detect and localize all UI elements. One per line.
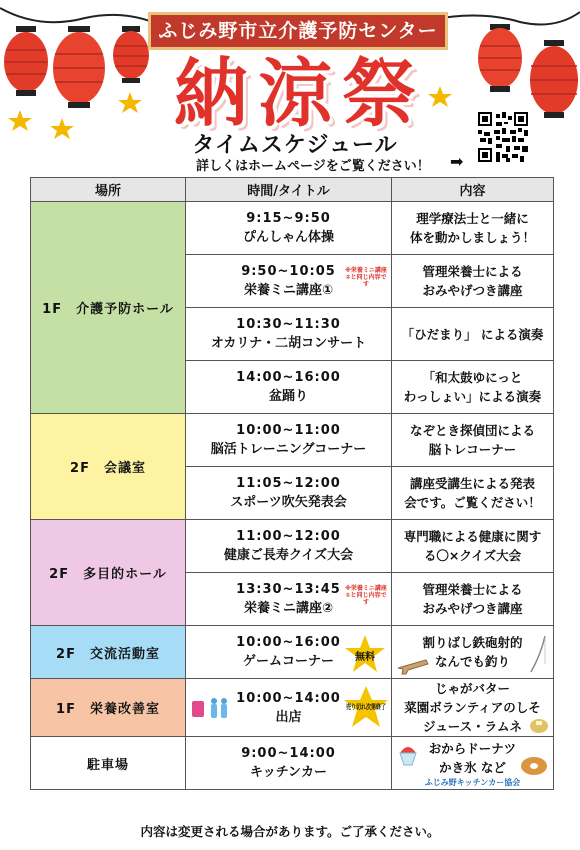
content-cell (392, 255, 554, 308)
content-line: 脳トレコーナー (428, 442, 517, 457)
star-icon (118, 92, 142, 113)
shaved-ice-icon (396, 741, 420, 769)
event-title: 盆踊り (268, 389, 308, 404)
donut-icon (519, 755, 549, 777)
event-note: ※栄養ミニ講座②と同じ内容です (345, 267, 387, 288)
sold-out-badge (343, 685, 402, 729)
time-title-cell (186, 626, 392, 679)
content-cell (392, 737, 554, 790)
event-title: オカリナ・二胡コンサート (210, 336, 367, 351)
content-line: 管理栄養士による (422, 264, 523, 279)
potato-icon (529, 716, 549, 734)
event-time: 11:05~12:00 (236, 476, 341, 491)
free-badge-label: 無料 (355, 652, 375, 663)
lantern-icon (4, 26, 48, 96)
event-title: 出店 (275, 709, 302, 725)
content-cell (392, 308, 554, 361)
fishing-rod-icon (527, 634, 549, 674)
place-cell: 1F 介護予防ホール (31, 202, 186, 414)
event-time: 11:00~12:00 (236, 529, 341, 544)
page-subtitle: タイムスケジュール (192, 133, 398, 158)
event-time: 10:30~11:30 (236, 317, 341, 332)
toy-gun-icon (396, 654, 436, 674)
place-cell: 駐車場 (31, 737, 186, 790)
star-icon (8, 110, 32, 131)
event-title: 栄養ミニ講座② (243, 601, 333, 616)
column-header-place: 場所 (31, 178, 186, 202)
event-time: 9:00~14:00 (241, 746, 336, 761)
schedule-table (30, 177, 554, 790)
event-title: 栄養ミニ講座① (243, 283, 333, 298)
content-line: 講座受講生による発表 (409, 476, 535, 491)
content-line: ジュース・ラムネ (422, 719, 522, 734)
event-time: 10:00~11:00 (236, 423, 341, 438)
content-line: なぞとき探偵団による (409, 423, 535, 438)
event-time: 13:30~13:45 (236, 582, 341, 597)
content-cell (392, 520, 554, 573)
content-cell (392, 414, 554, 467)
drinks-icon (190, 693, 230, 721)
content-cell (392, 573, 554, 626)
time-title-cell (186, 520, 392, 573)
content-line: わっしょい」による演奏 (403, 389, 542, 404)
time-title-cell (186, 737, 392, 790)
table-row (31, 520, 554, 573)
qr-code-icon[interactable] (478, 112, 528, 162)
time-title-cell (186, 361, 392, 414)
time-title-cell (186, 202, 392, 255)
event-note: ※栄養ミニ講座①と同じ内容です (345, 585, 387, 606)
content-line: 理学療法士と一緒に (416, 211, 529, 226)
lantern-icon (53, 26, 105, 108)
lantern-icon (530, 40, 578, 118)
content-line: 菜園ボランティアのしそ (404, 700, 541, 715)
footer-note: 内容は変更される場合があります。ご了承ください。 (140, 824, 440, 839)
free-badge (343, 634, 387, 674)
content-cell (392, 626, 554, 679)
content-cell (392, 679, 554, 737)
content-line: 専門職による健康に関す (403, 529, 542, 544)
lantern-icon (113, 26, 149, 83)
org-banner: ふじみ野市立介護予防センター (148, 12, 448, 50)
details-text: 詳しくはホームページをご覧ください！ (196, 159, 430, 174)
sold-out-badge-label: 売り切れ次第終了 (346, 703, 402, 711)
time-title-cell (186, 573, 392, 626)
place-cell: 1F 栄養改善室 (31, 679, 186, 737)
event-time: 10:00~16:00 (236, 635, 341, 650)
content-line: 「和太鼓ゆにっと (422, 370, 523, 385)
content-line: おみやげつき講座 (422, 601, 523, 616)
column-header-content: 内容 (392, 178, 554, 202)
content-cell (392, 467, 554, 520)
lantern-decoration-left (0, 0, 170, 140)
arrow-right-icon: ➡ (450, 152, 464, 171)
content-line: なんでも釣り (434, 654, 510, 669)
place-cell: 2F 多目的ホール (31, 520, 186, 626)
content-line: おからドーナツ (428, 740, 517, 756)
event-title: スポーツ吹矢発表会 (230, 495, 347, 510)
content-cell (392, 361, 554, 414)
column-header-time-title: 時間/タイトル (186, 178, 392, 202)
table-header-row (31, 178, 554, 202)
event-title: ぴんしゃん体操 (242, 230, 334, 245)
table-row (31, 737, 554, 790)
kitchen-car-association: ふじみ野キッチンカー協会 (424, 777, 521, 787)
content-line: る〇×クイズ大会 (423, 548, 522, 563)
event-time: 9:50~10:05 (241, 264, 336, 279)
content-line: おみやげつき講座 (422, 283, 523, 298)
content-line: 割りばし鉄砲射的 (422, 635, 523, 650)
content-line: 管理栄養士による (422, 582, 523, 597)
lantern-decoration-right (430, 0, 580, 130)
content-line: 体を動かしましょう！ (409, 230, 535, 245)
content-line: かき氷 など (439, 759, 506, 775)
event-title: 健康ご長寿クイズ大会 (223, 548, 354, 563)
table-row (31, 414, 554, 467)
table-row (31, 202, 554, 255)
time-title-cell (186, 308, 392, 361)
page-title: 納涼祭 (174, 51, 426, 137)
event-title: 脳活トレーニングコーナー (210, 442, 367, 457)
place-cell: 2F 交流活動室 (31, 626, 186, 679)
event-time: 10:00~14:00 (236, 690, 341, 706)
star-icon (50, 118, 74, 139)
place-cell: 2F 会議室 (31, 414, 186, 520)
lantern-icon (478, 24, 522, 92)
time-title-cell (186, 414, 392, 467)
time-title-cell (186, 255, 392, 308)
table-row (31, 626, 554, 679)
event-title: キッチンカー (249, 765, 328, 780)
time-title-cell (186, 679, 402, 737)
event-time: 9:15~9:50 (246, 211, 331, 226)
event-time: 14:00~16:00 (236, 370, 341, 385)
content-cell (392, 202, 554, 255)
content-line: じゃがバター (434, 681, 510, 696)
table-row (31, 679, 554, 737)
event-title: ゲームコーナー (242, 654, 334, 669)
content-line: 「ひだまり」 による演奏 (401, 326, 544, 342)
content-line: 会です。ご覧ください！ (404, 495, 541, 510)
time-title-cell (186, 467, 392, 520)
